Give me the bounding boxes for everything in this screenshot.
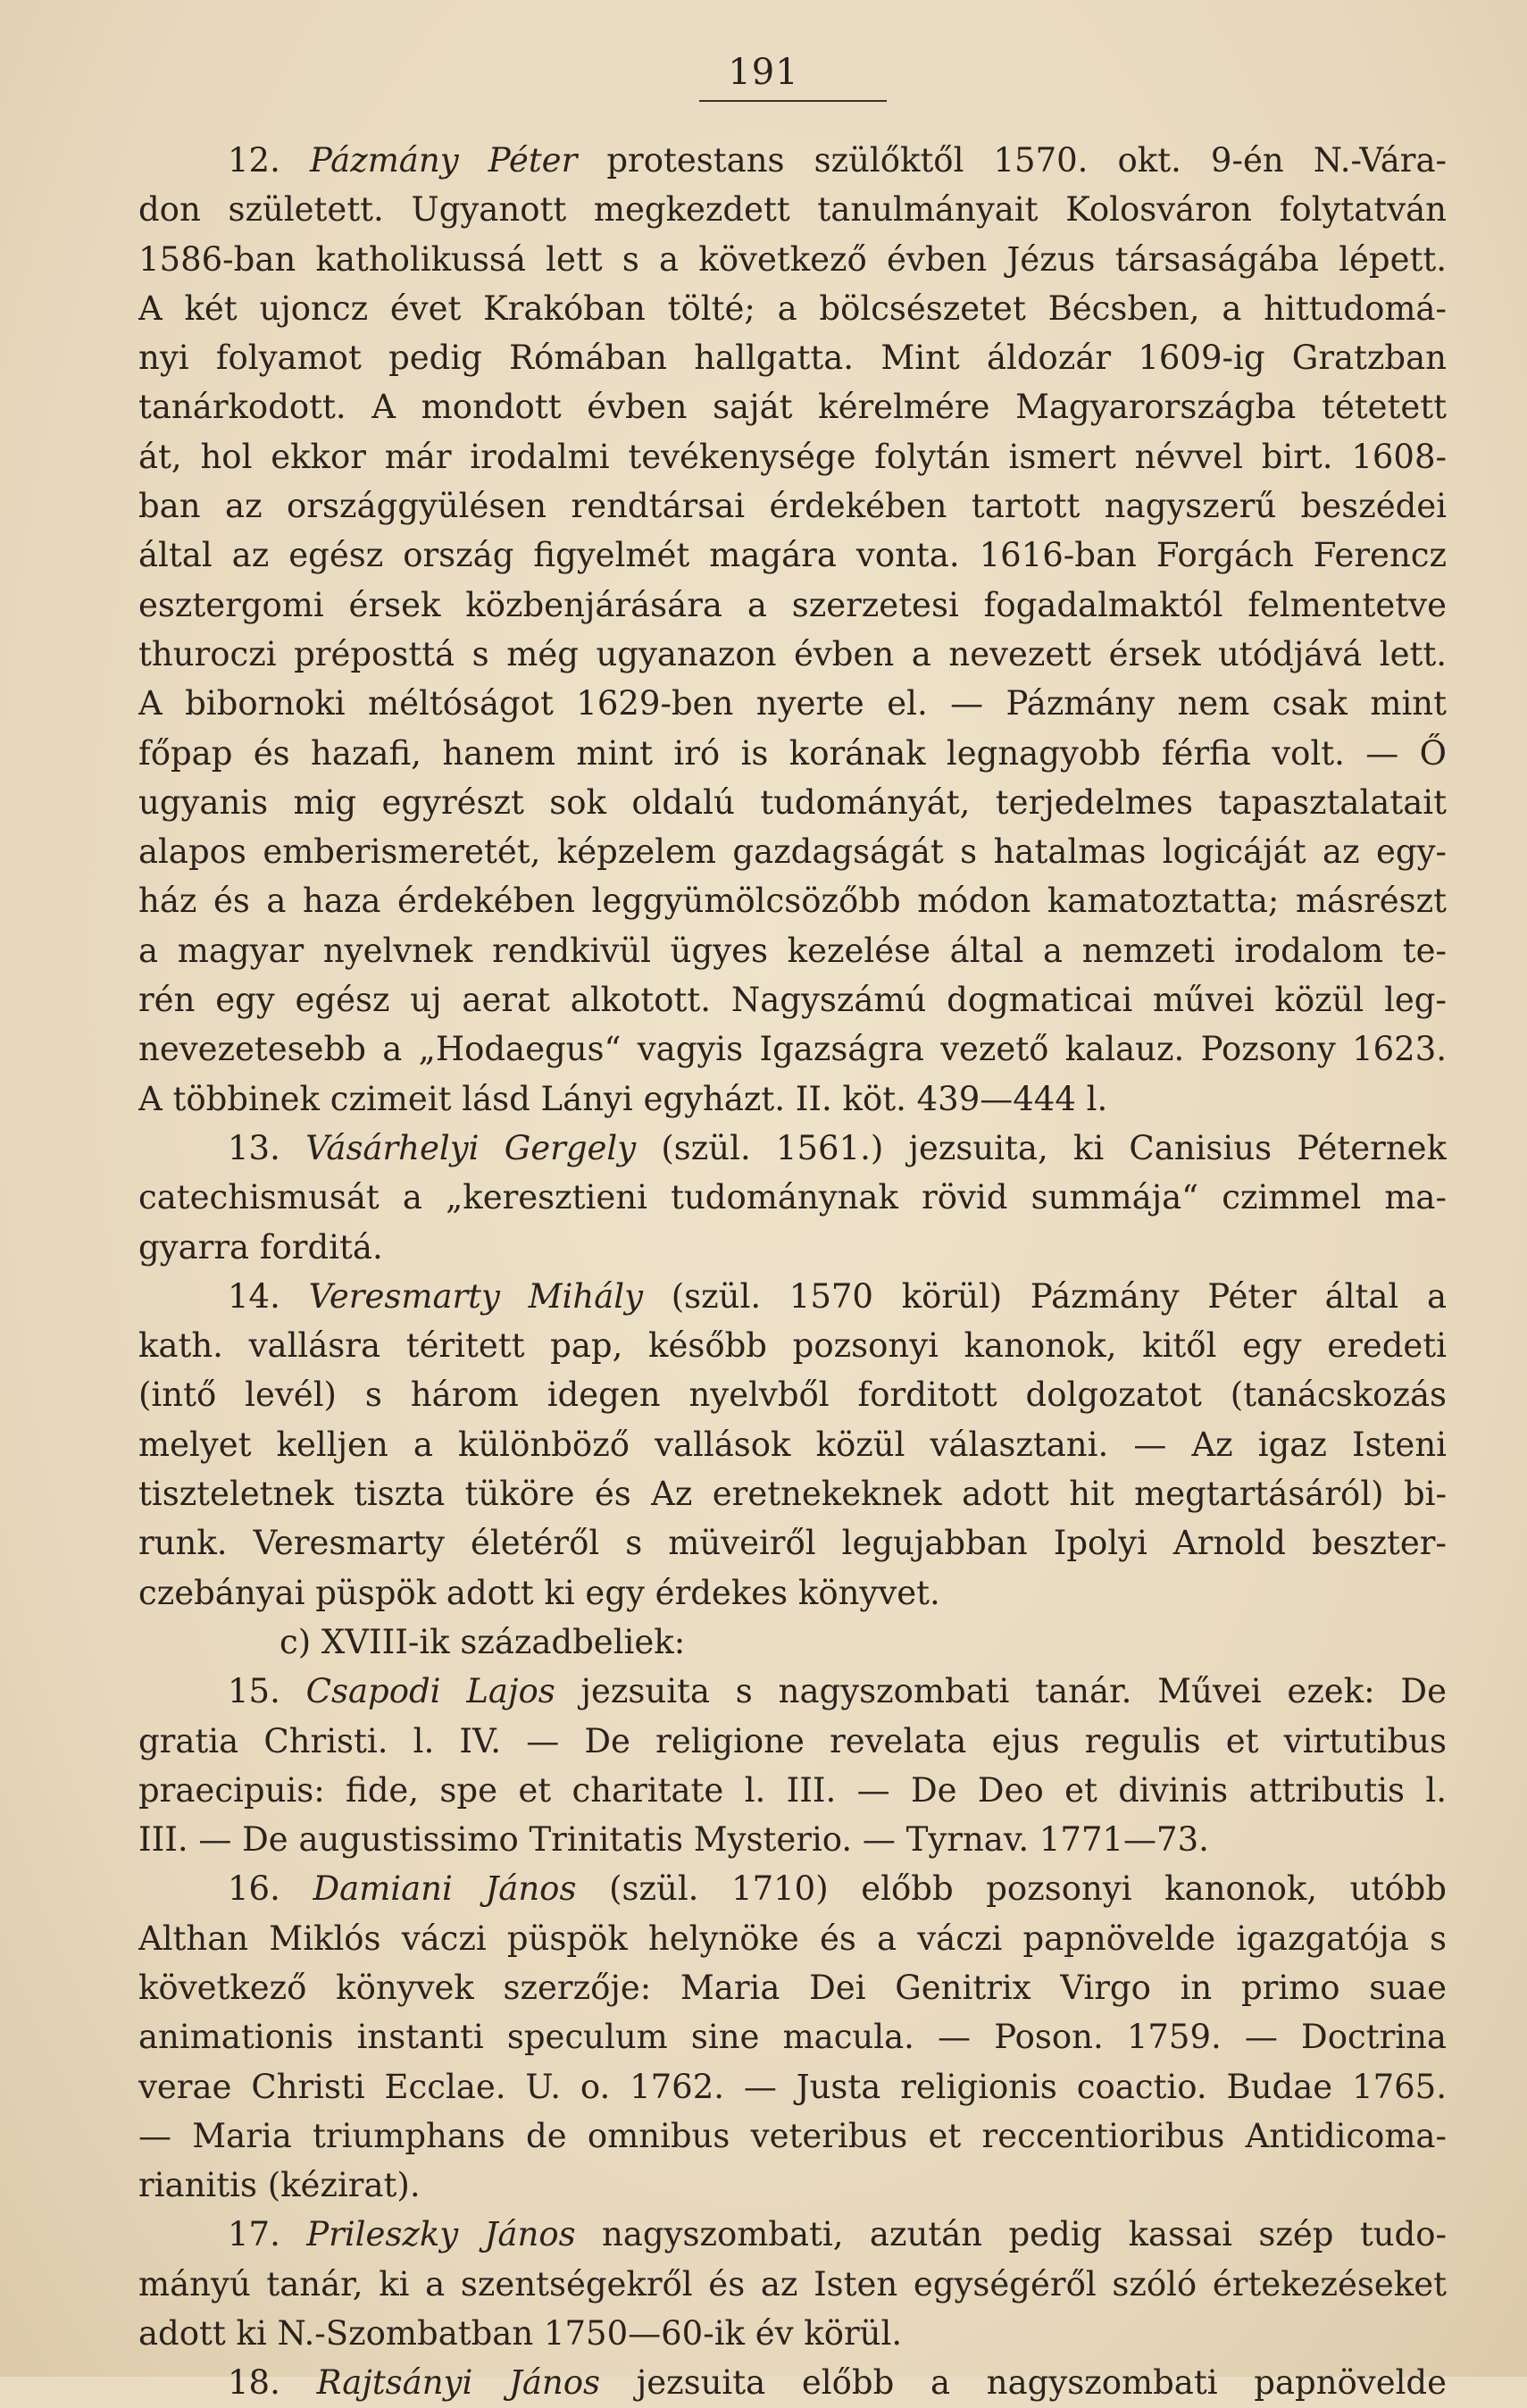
text-line (138, 1272, 1447, 1321)
text-span: a magyar nyelvnek rendkivül ügyes kezelése által a nemzeti irodalom te- (138, 931, 1447, 970)
text-line (138, 926, 1447, 975)
text-line (138, 531, 1447, 580)
text-line (138, 1717, 1447, 1766)
text-line (138, 2012, 1447, 2061)
text-line (138, 2309, 1447, 2358)
text-line (138, 235, 1447, 284)
text-span: A többinek czimeit lásd Lányi egyházt. II. köt. 439—444 l. (138, 1079, 1108, 1118)
text-span: rianitis (kézirat). (138, 2166, 421, 2205)
text-line (138, 1864, 1447, 1913)
text-span: jezsuita előbb a nagyszombati papnövelde (600, 2363, 1447, 2403)
text-span: 18. (228, 2363, 317, 2403)
text-line (138, 1223, 1447, 1272)
text-line (138, 581, 1447, 630)
text-line (138, 432, 1447, 481)
text-span: nagyszombati, azután pedig kassai szép tudo- (575, 2215, 1447, 2254)
text-line (138, 185, 1447, 234)
text-span: ugyanis mig egyrészt sok oldalú tudományát, terjedelmes tapasztalatait (138, 782, 1447, 822)
text-span: (intő levél) s három idegen nyelvből forditott dolgozatot (tanácskozás (138, 1375, 1447, 1415)
text-span: rén egy egész uj aerat alkotott. Nagyszámú dogmaticai művei közül leg- (138, 981, 1447, 1020)
text-line (138, 975, 1447, 1024)
text-span: A két ujoncz évet Krakóban tölté; a bölcsészetet Bécsben, a hittudomá- (138, 288, 1447, 328)
text-span: kath. vallásra téritett pap, később pozsonyi kanonok, kitől egy eredeti (138, 1326, 1447, 1366)
author-name: Rajtsányi János (316, 2363, 601, 2403)
text-line (138, 1667, 1447, 1716)
text-line (138, 1321, 1447, 1370)
text-span: által az egész ország figyelmét magára vonta. 1616-ban Forgách Ferencz (138, 536, 1447, 575)
text-span: át, hol ekkor már irodalmi tevékenysége folytán ismert névvel birt. 1608- (138, 437, 1447, 476)
text-line (138, 729, 1447, 778)
text-span: c) XVIII-ik századbeliek: (280, 1622, 686, 1661)
text-line (138, 333, 1447, 382)
text-span: mányú tanár, ki a szentségekről és az Isten egységéről szóló értekezéseket (138, 2264, 1447, 2303)
author-name: Csapodi Lajos (305, 1672, 555, 1711)
text-line (138, 679, 1447, 728)
text-span: III. — De augustissimo Trinitatis Mysterio. — Tyrnav. 1771—73. (138, 1820, 1209, 1860)
author-name: Pázmány Péter (309, 141, 578, 180)
text-span: animationis instanti speculum sine macula. — Poson. 1759. — Doctrina (138, 2018, 1447, 2057)
author-name: Veresmarty Mihály (308, 1276, 644, 1316)
text-line (138, 1420, 1447, 1469)
text-line (138, 2111, 1447, 2161)
text-line (138, 1766, 1447, 1815)
text-span: (szül. 1710) előbb pozsonyi kanonok, utóbb (576, 1869, 1447, 1909)
text-span: tiszteletnek tiszta tüköre és Az eretnekeknek adott hit megtartásáról) bi- (138, 1475, 1447, 1514)
text-line (138, 2358, 1447, 2407)
text-line (138, 1914, 1447, 1963)
text-line (138, 1370, 1447, 1419)
text-span: 13. (228, 1128, 306, 1167)
text-line (138, 1124, 1447, 1173)
text-line (138, 1173, 1447, 1222)
text-line (138, 136, 1447, 185)
text-span: esztergomi érsek közbenjárására a szerzetesi fogadalmaktól felmentetve (138, 585, 1447, 624)
text-line (138, 1568, 1447, 1618)
body-text (138, 136, 1447, 2408)
text-span: melyet kelljen a különböző vallások közül választani. — Az igaz Isteni (138, 1425, 1447, 1464)
text-span: főpap és hazafi, hanem mint iró is korának legnagyobb férfia volt. — Ő (138, 733, 1447, 773)
text-span: következő könyvek szerzője: Maria Dei Genitrix Virgo in primo suae (138, 1968, 1447, 2007)
text-span: verae Christi Ecclae. U. o. 1762. — Justa religionis coactio. Budae 1765. (138, 2067, 1447, 2106)
author-name: Vásárhelyi Gergely (305, 1128, 637, 1167)
text-span: czebányai püspök adott ki egy érdekes könyvet. (138, 1573, 940, 1612)
text-span: adott ki N.-Szombatban 1750—60-ik év körül. (138, 2314, 903, 2354)
author-name: Prileszky János (306, 2215, 576, 2254)
text-span: 15. (228, 1672, 306, 1711)
text-span: tanárkodott. A mondott évben saját kérelmére Magyarországba tétetett (138, 388, 1447, 427)
text-span: — Maria triumphans de omnibus veteribus et reccentioribus Antidicoma- (138, 2116, 1447, 2155)
text-line (138, 2161, 1447, 2210)
text-line (138, 284, 1447, 333)
text-line (138, 1074, 1447, 1124)
text-line (138, 1618, 1447, 1667)
text-line (138, 1469, 1447, 1518)
text-line (138, 1963, 1447, 2012)
author-name: Damiani János (313, 1869, 577, 1909)
text-line (138, 1024, 1447, 1074)
text-span: don született. Ugyanott megkezdett tanulmányait Kolosváron folytatván (138, 190, 1447, 230)
page-number: 191 (728, 52, 799, 93)
text-line (138, 1518, 1447, 1568)
text-span: ban az országgyülésen rendtársai érdekében tartott nagyszerű beszédei (138, 487, 1447, 526)
text-span: 16. (228, 1869, 313, 1909)
text-span: ház és a haza érdekében leggyümölcsözőbb módon kamatoztatta; másrészt (138, 882, 1447, 921)
text-span: praecipuis: fide, spe et charitate l. III. — De Deo et divinis attributis l. (138, 1770, 1447, 1810)
text-span: 12. (228, 141, 310, 180)
text-line (138, 2210, 1447, 2259)
text-span: gyarra forditá. (138, 1227, 383, 1267)
text-span: (szül. 1570 körül) Pázmány Péter által a (643, 1276, 1447, 1316)
text-span: alapos emberismeretét, képzelem gazdagságát s hatalmas logicáját az egy- (138, 832, 1447, 872)
text-line (138, 630, 1447, 679)
header-rule (699, 100, 887, 102)
text-span: protestans szülőktől 1570. okt. 9-én N.-Vára- (577, 141, 1447, 180)
text-span: 14. (228, 1276, 309, 1316)
text-span: nyi folyamot pedig Rómában hallgatta. Mint áldozár 1609-ig Gratzban (138, 339, 1447, 378)
text-line (138, 2062, 1447, 2111)
text-span: catechismusát a „keresztieni tudománynak rövid summája“ czimmel ma- (138, 1178, 1447, 1217)
text-span: Althan Miklós váczi püspök helynöke és a váczi papnövelde igazgatója s (138, 1919, 1447, 1958)
text-line (138, 778, 1447, 827)
text-span: A bibornoki méltóságot 1629-ben nyerte el. — Pázmány nem csak mint (138, 684, 1447, 723)
text-span: nevezetesebb a „Hodaegus“ vagyis Igazságra vezető kalauz. Pozsony 1623. (138, 1030, 1447, 1069)
text-line (138, 1815, 1447, 1864)
text-span: (szül. 1561.) jezsuita, ki Canisius Péternek (636, 1128, 1447, 1167)
text-span: thuroczi préposttá s még ugyanazon évben a nevezett érsek utódjává lett. (138, 634, 1447, 673)
text-span: 1586-ban katholikussá lett s a következő évben Jézus társaságába lépett. (138, 239, 1447, 279)
text-span: gratia Christi. l. IV. — De religione revelata ejus regulis et virtutibus (138, 1721, 1447, 1760)
text-span: 17. (228, 2215, 307, 2254)
text-span: runk. Veresmarty életéről s müveiről legujabban Ipolyi Arnold beszter- (138, 1524, 1447, 1563)
text-line (138, 481, 1447, 531)
text-line (138, 2260, 1447, 2309)
text-span: jezsuita s nagyszombati tanár. Művei ezek: De (555, 1672, 1447, 1711)
text-line (138, 382, 1447, 431)
text-line (138, 827, 1447, 876)
text-line (138, 876, 1447, 925)
